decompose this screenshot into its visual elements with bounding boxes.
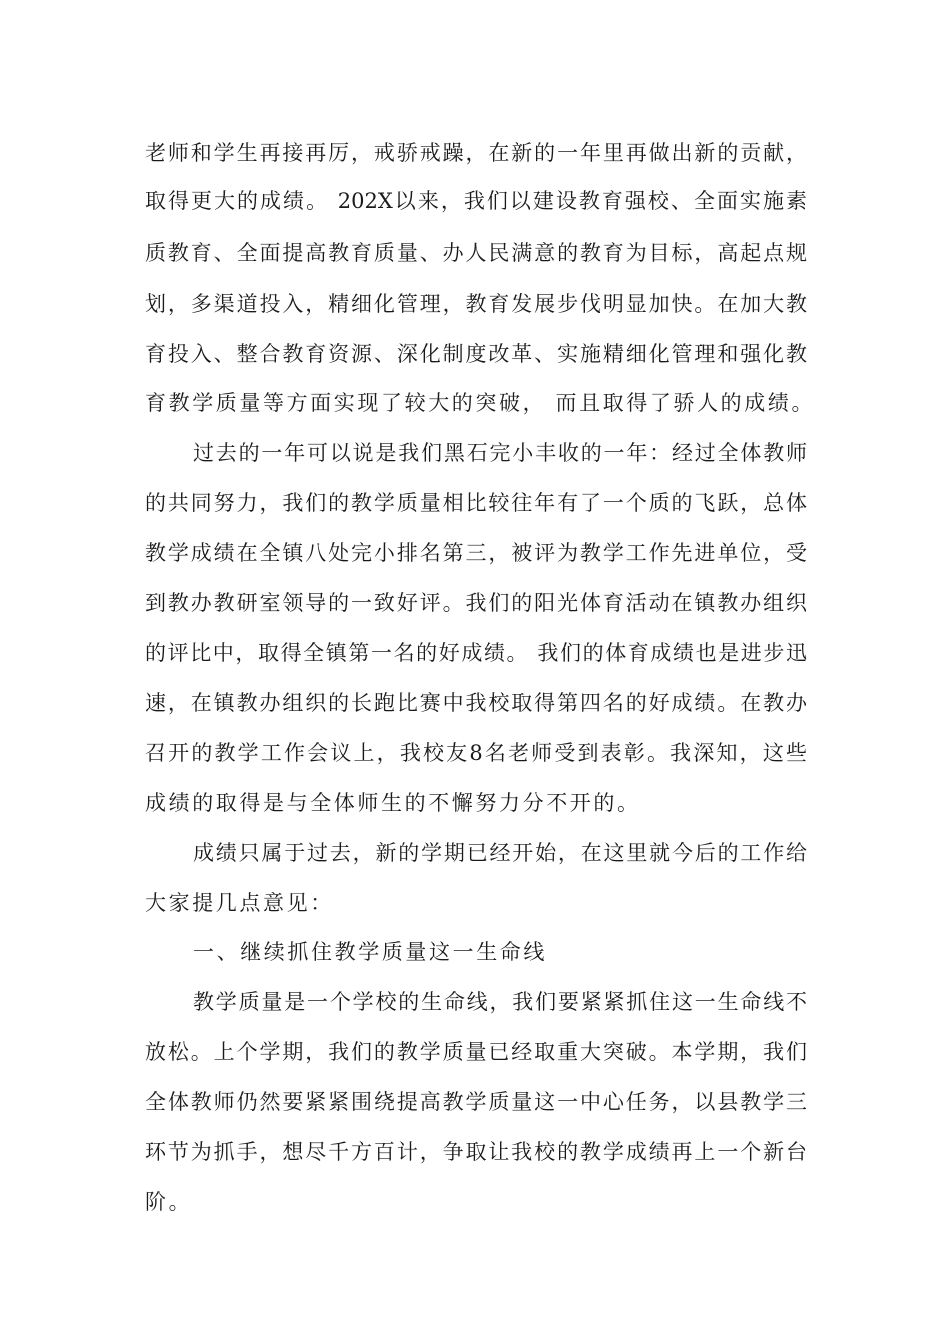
text-line-20: 全体教师仍然要紧紧围绕提高教学质量这一中心任务，以县教学三 — [145, 1090, 807, 1114]
text-line-12: 速，在镇教办组织的长跑比赛中我校取得第四名的好成绩。在教办 — [145, 691, 807, 715]
section-heading: 一、继续抓住教学质量这一生命线 — [193, 940, 547, 964]
text-line-13: 召开的教学工作会议上，我校友8名老师受到表彰。我深知，这些 — [145, 741, 807, 765]
text-line-6: 育教学质量等方面实现了较大的突破， 而且取得了骄人的成绩。 — [145, 391, 816, 415]
text-line-11: 的评比中，取得全镇第一名的好成绩。 我们的体育成绩也是进步迅 — [145, 641, 807, 665]
text-line-8: 的共同努力，我们的教学质量相比较往年有了一个质的飞跃，总体 — [145, 491, 807, 515]
text-line-7: 过去的一年可以说是我们黑石完小丰收的一年：经过全体教师 — [193, 441, 807, 465]
text-line-19: 放松。上个学期，我们的教学质量已经取重大突破。本学期，我们 — [145, 1040, 807, 1064]
text-line-21: 环节为抓手，想尽千方百计，争取让我校的教学成绩再上一个新台 — [145, 1140, 807, 1164]
text-line-22: 阶。 — [145, 1190, 193, 1214]
text-line-2: 取得更大的成绩。 202X以来，我们以建设教育强校、全面实施素 — [145, 189, 807, 213]
text-line-18: 教学质量是一个学校的生命线，我们要紧紧抓住这一生命线不 — [193, 990, 807, 1014]
text-line-3: 质教育、全面提高教育质量、办人民满意的教育为目标，高起点规 — [145, 241, 807, 265]
text-line-4: 划，多渠道投入，精细化管理，教育发展步伐明显加快。在加大教 — [145, 292, 807, 316]
text-line-14: 成绩的取得是与全体师生的不懈努力分不开的。 — [145, 791, 641, 815]
text-line-15: 成绩只属于过去，新的学期已经开始，在这里就今后的工作给 — [193, 841, 807, 865]
text-line-1: 老师和学生再接再厉，戒骄戒躁，在新的一年里再做出新的贡献， — [145, 141, 807, 165]
text-line-5: 育投入、整合教育资源、深化制度改革、实施精细化管理和强化教 — [145, 342, 807, 366]
text-line-9: 教学成绩在全镇八处完小排名第三，被评为教学工作先进单位，受 — [145, 541, 807, 565]
text-line-16: 大家提几点意见： — [145, 891, 334, 915]
text-line-10: 到教办教研室领导的一致好评。我们的阳光体育活动在镇教办组织 — [145, 591, 807, 615]
